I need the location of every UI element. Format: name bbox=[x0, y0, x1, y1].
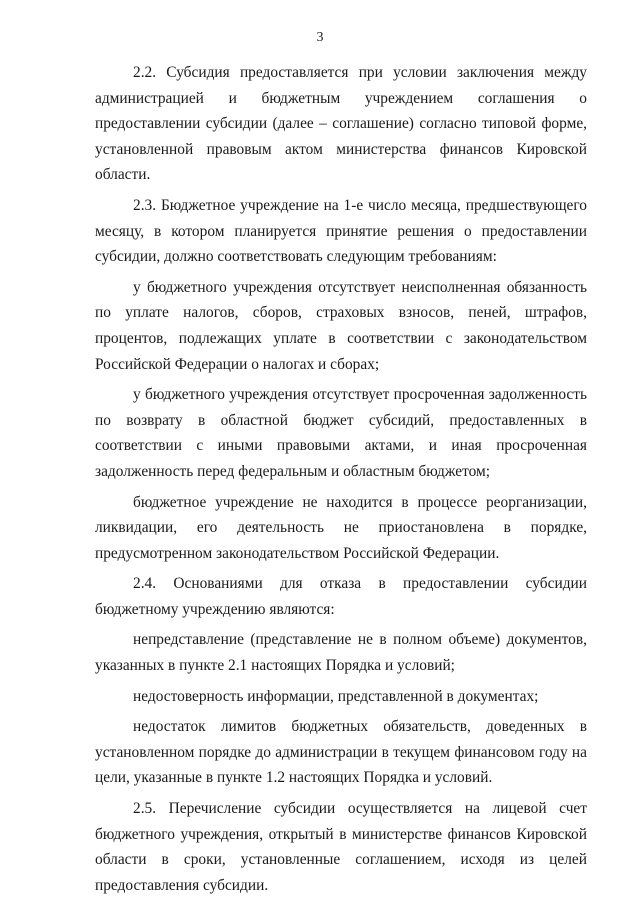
requirement-taxes: у бюджетного учреждения отсутствует неисполненная обязанность по уплате налогов, сборов, страховых взносов, пеней, штрафов, процентов, подлежащих уплате в соответствии с законодательством Российской Федерации о налогах и сборах; bbox=[95, 278, 587, 373]
refusal-limits: недостаток лимитов бюджетных обязательств, доведенных в установленном порядке до администрации в текущем финансовом году на цели, указанные в пункте 1.2 настоящих Порядка и условий. bbox=[95, 718, 587, 787]
refusal-inaccuracy: недостоверность информации, представленной в документах; bbox=[133, 687, 539, 705]
page-number: 3 bbox=[316, 30, 324, 45]
refusal-documents: непредставление (представление не в полном объеме) документов, указанных в пункте 2.1 настоящих Порядка и условий; bbox=[95, 631, 587, 675]
paragraph-2-2: 2.2. Субсидия предоставляется при условии заключения между администрацией и бюджетным учреждением соглашения о предоставлении субсидии (далее – соглашение) согласно типовой форме, установленной правовым актом министерства финансов Кировской области. bbox=[95, 64, 587, 184]
paragraph-2-5: 2.5. Перечисление субсидии осуществляется на лицевой счет бюджетного учреждения, открытый в министерстве финансов Кировской области в сроки, установленные соглашением, исходя из целей предоставления субсидии. bbox=[95, 800, 587, 894]
requirement-debt: у бюджетного учреждения отсутствует просроченная задолженность по возврату в областной бюджет субсидий, предоставленных в соответствии с иными правовыми актами, и иная просроченная задолженность перед федеральным и областным бюджетом; bbox=[95, 386, 587, 480]
requirement-reorganization: бюджетное учреждение не находится в процессе реорганизации, ликвидации, его деятельность не приостановлена в порядке, предусмотренном законодательством Российской Федерации. bbox=[95, 493, 587, 562]
document-body bbox=[95, 60, 587, 900]
paragraph-2-3: 2.3. Бюджетное учреждение на 1-е число месяца, предшествующего месяцу, в котором планируется принятие решения о предоставлении субсидии, должно соответствовать следующим требованиям: bbox=[95, 196, 587, 266]
paragraph-2-4: 2.4. Основаниями для отказа в предоставлении субсидии бюджетному учреждению являются: bbox=[95, 575, 587, 618]
